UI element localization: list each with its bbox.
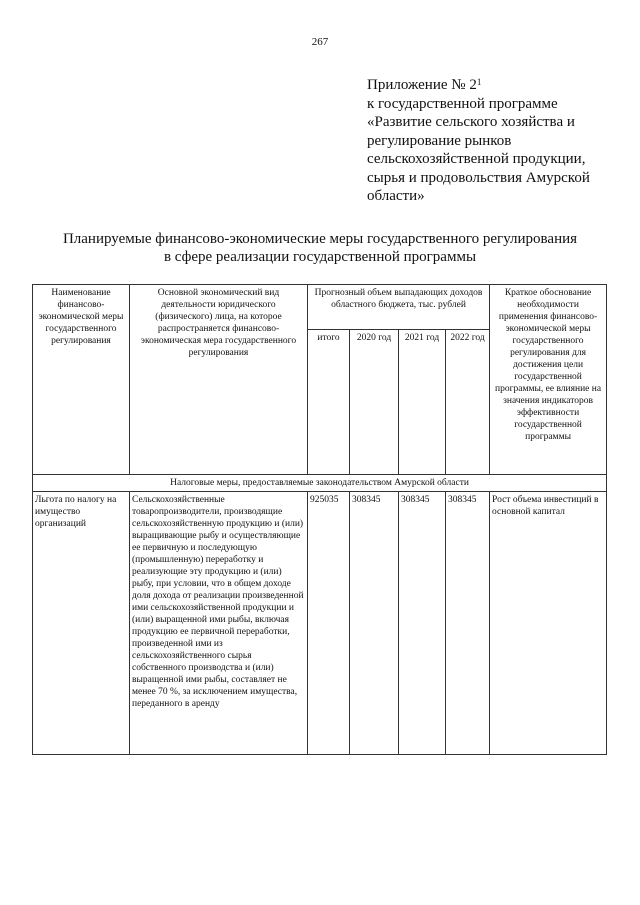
- section-row: [33, 475, 607, 492]
- cell-measure: Льгота по налогу на имущество организаций: [33, 492, 130, 755]
- cell-2020: 308345: [350, 492, 399, 755]
- appendix-line: регулирование рынков: [367, 132, 512, 149]
- appendix-superscript: 1: [476, 77, 482, 87]
- header-total: итого: [308, 330, 350, 475]
- appendix-line: сельскохозяйственной продукции,: [367, 151, 586, 167]
- header-activity: Основной экономический вид деятельности юридического (физического) лица, на которое распространяется финансово-экономическая мера государственного регулирования: [130, 285, 308, 475]
- header-row: [33, 285, 607, 330]
- document-title-line: в сфере реализации государственной программы: [163, 249, 477, 265]
- document-title-line: Планируемые финансово-экономические меры государственного регулирования: [62, 231, 578, 247]
- cell-2022: 308345: [446, 492, 490, 755]
- appendix-title: Приложение № $2^1$: [367, 77, 482, 93]
- appendix-line: сырья и продовольствия Амурской: [367, 169, 590, 186]
- appendix-line: области»: [367, 188, 425, 204]
- appendix-block: [367, 76, 617, 206]
- appendix-line: к государственной программе: [367, 95, 558, 112]
- section-title: Налоговые меры, предоставляемые законодательством Амурской области: [33, 475, 607, 492]
- appendix-line: «Развитие сельского хозяйства и: [367, 114, 575, 130]
- cell-justification: Рост объема инвестиций в основной капитал: [490, 492, 607, 755]
- header-justification: Краткое обоснование необходимости применения финансово-экономической меры государственного регулирования для достижения цели государственной программы, ее влияние на значения индикаторов эффективности государственной программы: [490, 285, 607, 475]
- header-forecast: Прогнозный объем выпадающих доходов областного бюджета, тыс. рублей: [308, 285, 490, 330]
- header-measure-name: Наименование финансово-экономической меры государственного регулирования: [33, 285, 130, 475]
- measures-table: [32, 284, 607, 755]
- header-year-2020: 2020 год: [350, 330, 399, 475]
- cell-total: 925035: [308, 492, 350, 755]
- header-year-2021: 2021 год: [399, 330, 446, 475]
- header-year-2022: 2022 год: [446, 330, 490, 475]
- page-number: 267: [311, 36, 329, 48]
- table-row: [33, 492, 607, 755]
- cell-2021: 308345: [399, 492, 446, 755]
- document-title: [0, 230, 640, 266]
- cell-activity: Сельскохозяйственные товаропроизводители, производящие сельскохозяйственную продукцию и (или) выращивающие рыбу и осуществляющие ее первичную и последующую (промышленную) переработку и реализующие эту продукцию и (или) рыбу, при условии, что в общем доходе доля дохода от реализации произведенной ими сельскохозяйственной продукции и (или) выращенной ими рыбы, включая продукцию ее первичной переработки, произведенной ими из сельскохозяйственного сырья собственного производства и (или) выращенной ими рыбы, составляет не менее 70 %, за исключением имущества, переданного в аренду: [130, 492, 308, 755]
